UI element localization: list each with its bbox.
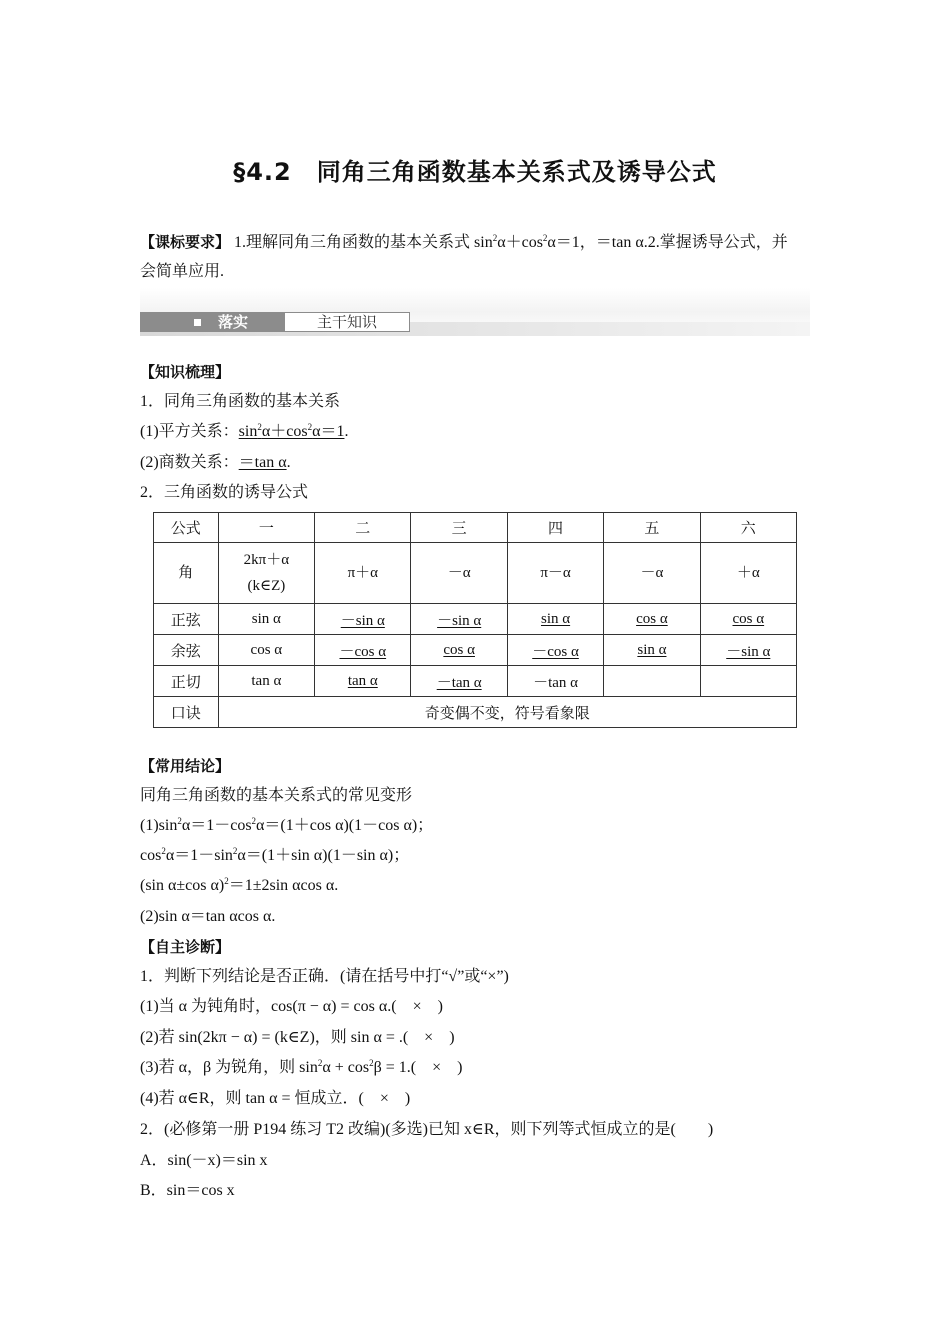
question-1-item: (4)若 α∈R，则 tan α = 恒成立．( × ) (140, 1090, 411, 1107)
value-cell: －cos α (507, 635, 603, 666)
question-1-item: (1)当 α 为钝角时，cos(π − α) = cos α.( × ) (140, 998, 443, 1015)
requirements-line-1 (140, 232, 788, 253)
quotient-relation-answer: ＝tan α (238, 454, 287, 471)
table-header-cell: 四 (507, 513, 603, 543)
value-cell: sin α (604, 635, 700, 666)
induction-formula-table (153, 512, 797, 728)
conclusions-intro: 同角三角函数的基本关系式的常见变形 (140, 787, 413, 804)
table-row (154, 543, 797, 604)
table-row (154, 666, 797, 697)
table-row (154, 635, 797, 666)
question-1: 1．判断下列结论是否正确．(请在括号中打“√”或“×”) (140, 968, 509, 985)
conclusion-line: (2)sin α＝tan αcos α. (140, 908, 276, 925)
angle-cell: －α (411, 543, 507, 604)
option-a: A．sin(－x)＝sin x (140, 1152, 268, 1169)
diagnosis-header: 【自主诊断】 (140, 938, 231, 956)
row-label: 口诀 (154, 697, 219, 728)
square-relation-answer: $\sin^2\alpha+\cos^2\alpha=1$ (238, 422, 345, 440)
mnemonic-cell: 奇变偶不变，符号看象限 (218, 697, 796, 728)
angle-cell: π－α (507, 543, 603, 604)
row-label: 角 (154, 543, 219, 604)
angle-cell: －α (604, 543, 700, 604)
knowledge-item-2: 2．三角函数的诱导公式 (140, 484, 309, 501)
question-1-item: (3)若 α，β 为锐角，则 $\sin^2\alpha + \cos^2\beta = 1$.( × ) (140, 1058, 463, 1076)
square-bullet-icon (194, 319, 201, 326)
angle-cell: π＋α (315, 543, 411, 604)
table-header-cell: 三 (411, 513, 507, 543)
quotient-relation: (2)商数关系：＝tan α. (140, 454, 291, 471)
value-cell: cos α (411, 635, 507, 666)
value-cell: －sin α (315, 604, 411, 635)
option-b: B．sin＝cos x (140, 1182, 235, 1199)
value-cell: sin α (507, 604, 603, 635)
value-cell: －sin α (700, 635, 796, 666)
section-banner (140, 288, 810, 336)
value-cell: tan α (315, 666, 411, 697)
value-cell: －tan α (411, 666, 507, 697)
table-row (154, 604, 797, 635)
conclusion-line: $(1)\sin^2\alpha=1-\cos^2\alpha=(1+\cos$ α)(1－cos α)； (140, 816, 434, 834)
banner-right-text: 主干知识 (284, 312, 410, 332)
table-header-cell: 公式 (154, 513, 219, 543)
conclusion-line: $\cos^2\alpha=1-\sin^2\alpha=(1+\sin$ α)(1－sin α)； (140, 846, 410, 864)
value-cell (700, 666, 796, 697)
value-cell: cos α (700, 604, 796, 635)
value-cell: cos α (218, 635, 315, 666)
requirements-label: 【课标要求】 (140, 233, 231, 251)
table-header-row (154, 513, 797, 543)
quotient-relation-prefix: (2)商数关系： (140, 454, 239, 471)
table-header-cell: 五 (604, 513, 700, 543)
banner-left-text: 落实 (218, 313, 249, 331)
question-2: 2．(必修第一册 P194 练习 T2 改编)(多选)已知 x∈R，则下列等式恒成立的是( ) (140, 1121, 714, 1138)
row-label: 正切 (154, 666, 219, 697)
table-row (154, 697, 797, 728)
value-cell (604, 666, 700, 697)
conclusions-header: 【常用结论】 (140, 757, 231, 775)
angle-cell: 2kπ＋α (k∈Z) (218, 543, 315, 604)
page-title: §4.2 同角三角函数基本关系式及诱导公式 (233, 158, 717, 186)
table-header-cell: 六 (700, 513, 796, 543)
value-cell: －cos α (315, 635, 411, 666)
requirements-text-1: 1.理解同角三角函数的基本关系式 $\sin^2\alpha+\cos^2\alpha=1$，＝tan α.2.掌握诱导公式，并 (230, 233, 788, 251)
table-header-cell: 一 (218, 513, 315, 543)
row-label: 余弦 (154, 635, 219, 666)
question-1-item: (2)若 sin(2kπ − α) = (k∈Z)，则 sin α = .( × ) (140, 1029, 455, 1046)
value-cell: tan α (218, 666, 315, 697)
banner-dark-block (140, 312, 284, 332)
square-relation-prefix: (1)平方关系： (140, 423, 239, 440)
requirements-line-2: 会简单应用. (140, 263, 225, 280)
conclusion-line: (sin α±cos α)$^2$＝1±2sin αcos α. (140, 876, 339, 894)
table-header-cell: 二 (315, 513, 411, 543)
row-label: 正弦 (154, 604, 219, 635)
value-cell: －sin α (411, 604, 507, 635)
knowledge-item-1: 1．同角三角函数的基本关系 (140, 393, 341, 410)
value-cell: cos α (604, 604, 700, 635)
value-cell: sin α (218, 604, 315, 635)
square-relation: (1)平方关系：$\sin^2\alpha+\cos^2\alpha=1$. (140, 422, 349, 440)
angle-cell: ＋α (700, 543, 796, 604)
knowledge-header: 【知识梳理】 (140, 363, 231, 381)
value-cell: －tan α (507, 666, 603, 697)
